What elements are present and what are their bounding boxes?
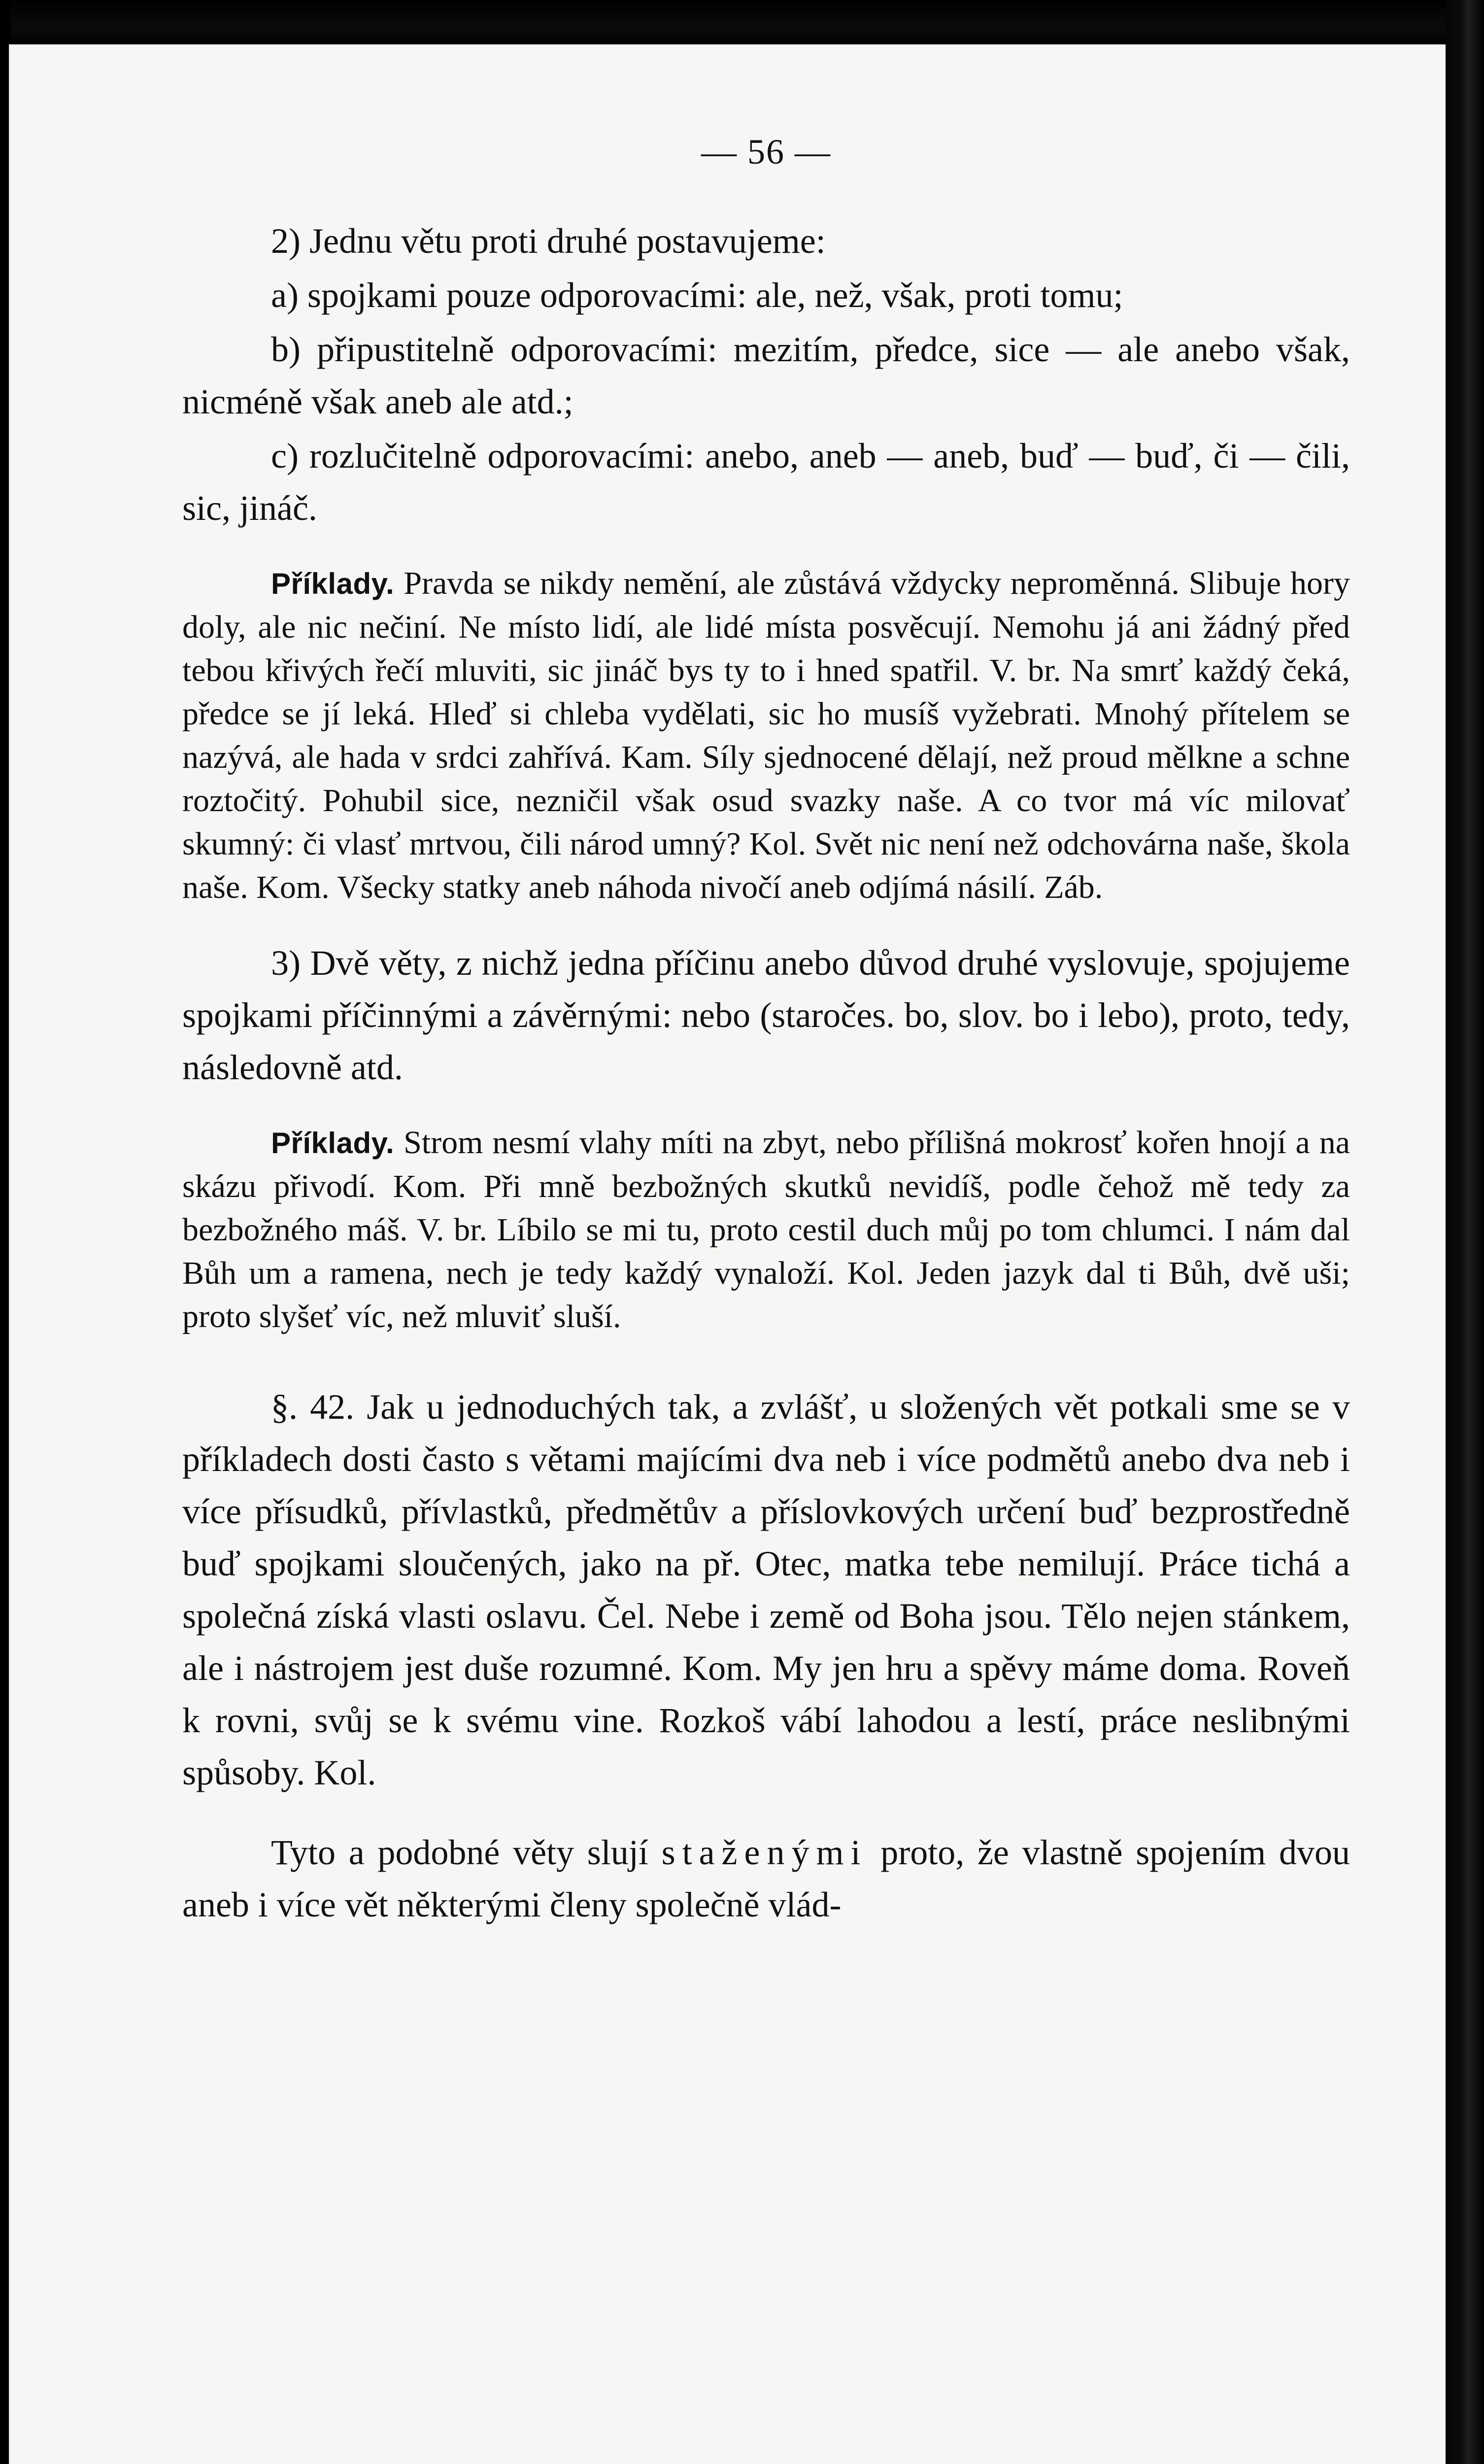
paragraph-3: b) připustitelně odporovacími: mezitím, předce, sice — ale anebo však, nicméně však aneb ale atd.;: [182, 330, 1350, 421]
section-paragraph: [182, 1381, 1350, 1799]
paragraph-4: c) rozlučitelně odporovacími: anebo, aneb — aneb, buď — buď, či — čili, sic, jináč.: [182, 436, 1350, 528]
book-binding-edge: [1446, 0, 1484, 2464]
final-text-spaced-term: staženými: [661, 1833, 868, 1872]
example-text-1: Pravda se nikdy nemění, ale zůstává vždycky neproměnná. Slibuje hory doly, ale nic nečiní. Ne místo lidí, ale lidé místa posvěcují. Nemohu já ani žádný před tebou křivých řečí mluviti, sic jináč bys ty to i hned spatřil. V. br. Na smrť každý čeká, předce se jí leká. Hleď si chleba vydělati, sic ho musíš vyžebrati. Mnohý přítelem se nazývá, ale hada v srdci zahřívá. Kam. Síly sjednocené dělají, než proud mělkne a schne roztočitý. Pohubil sice, nezničil však osud svazky naše. A co tvor má víc milovať skumný: či vlasť mrtvou, čili národ umný? Kol. Svět nic není než odchovárna naše, škola naše. Kom. Všecky statky aneb náhoda nivočí aneb odjímá násilí. Záb.: [182, 565, 1350, 905]
final-text-part-1: Tyto a podobné věty slují: [271, 1833, 648, 1872]
example-label-2: Příklady.: [271, 1127, 395, 1160]
page-number: — 56 —: [701, 132, 831, 171]
page-top-edge: [0, 0, 1484, 45]
section-mark: §. 42.: [271, 1387, 355, 1427]
example-paragraph-1: [182, 562, 1350, 909]
final-text-part-3: proto, že vlastně spojením dvou aneb i více vět některými členy společně vlád-: [182, 1833, 1350, 1924]
example-label-1: Příklady.: [271, 567, 395, 600]
paragraph-2: a) spojkami pouze odporovacími: ale, než, však, proti tomu;: [271, 275, 1123, 315]
paragraph-1: 2) Jednu větu proti druhé postavujeme:: [271, 221, 826, 261]
example-paragraph-2: [182, 1121, 1350, 1338]
page-content: [182, 128, 1350, 1931]
example-text-2: Strom nesmí vlahy míti na zbyt, nebo přílišná mokrosť kořen hnojí a na skázu přivodí. Kom. Při mně bezbožných skutků nevidíš, podle čehož mě tedy za bezbožného máš. V. br. Líbilo se mi tu, proto cestil duch můj po tom chlumci. I nám dal Bůh um a ramena, nech je tedy každý vynaloží. Kol. Jeden jazyk dal ti Bůh, dvě uši; proto slyšeť víc, než mluviť sluší.: [182, 1125, 1350, 1335]
section-text: Jak u jednoduchých tak, a zvlášť, u složených vět potkali sme se v příkladech dosti často s větami majícími dva neb i více podmětů anebo dva neb i více přísudků, přívlastků, předmětův a příslovkových určení buď bezprostředně buď spojkami sloučených, jako na př. Otec, matka tebe nemilují. Práce tichá a společná získá vlasti oslavu. Čel. Nebe i země od Boha jsou. Tělo nejen stánkem, ale i nástrojem jest duše rozumné. Kom. My jen hru a spěvy máme doma. Roveň k rovni, svůj se k svému vine. Rozkoš vábí lahodou a lestí, práce neslibnými spůsoby. Kol.: [182, 1387, 1350, 1792]
final-paragraph: [182, 1826, 1350, 1931]
paragraph-5: 3) Dvě věty, z nichž jedna příčinu anebo důvod druhé vyslovuje, spojujeme spojkami příčinnými a závěrnými: nebo (staročes. bo, slov. bo i lebo), proto, tedy, následovně atd.: [182, 943, 1350, 1087]
